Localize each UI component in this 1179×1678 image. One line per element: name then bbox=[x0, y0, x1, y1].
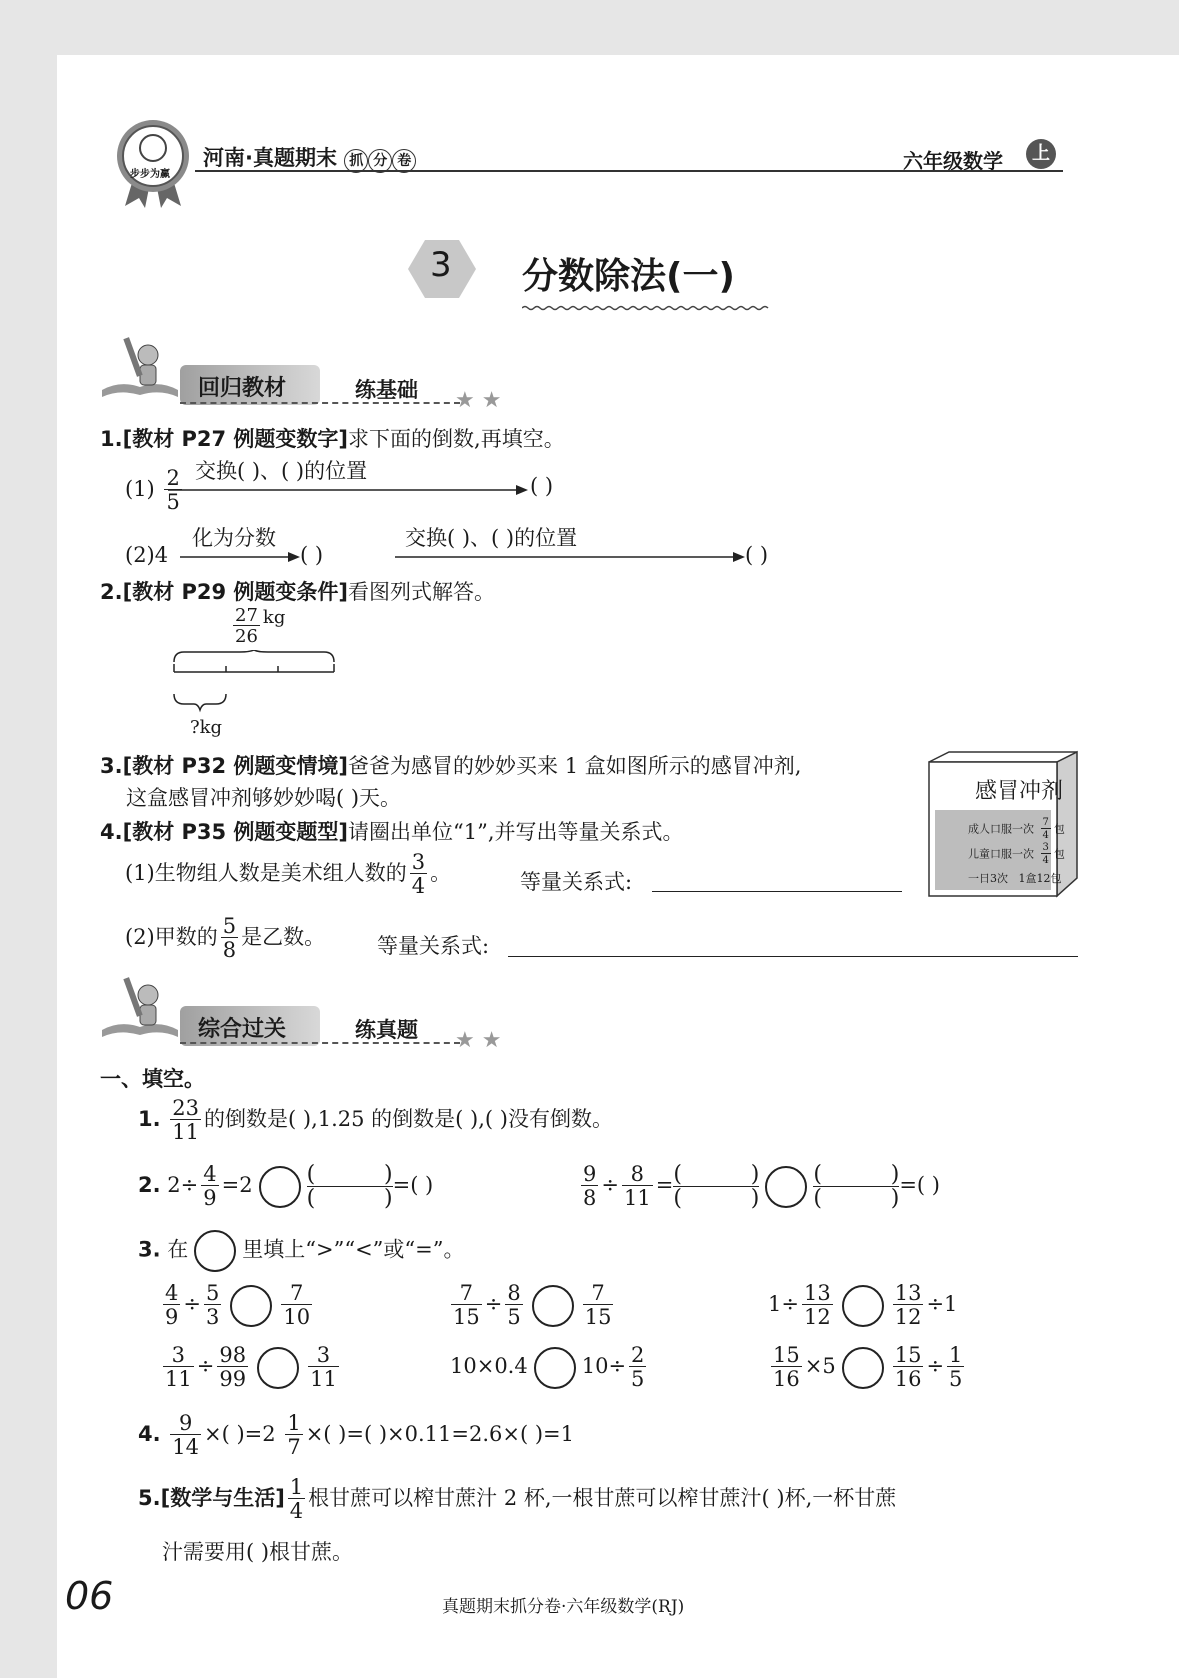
f3-r1-b1 bbox=[451, 1283, 482, 1328]
f3-r2-a3-den: 11 bbox=[310, 1367, 337, 1391]
q3-line2: 这盒感冒冲剂够妙妙喝( )天。 bbox=[126, 786, 402, 810]
medicine-row1 bbox=[968, 818, 1065, 841]
q4-p1-eq-label: 等量关系式: bbox=[520, 870, 633, 894]
f4-line bbox=[138, 1413, 574, 1458]
q1-line bbox=[100, 423, 565, 453]
q1-p1-arrow-label: 交换( )、( )的位置 bbox=[195, 459, 368, 483]
header-title-text: 河南·真题期末 bbox=[203, 146, 337, 170]
f4-t2: ×( )=( )×0.11=2.6×( )=1 bbox=[305, 1422, 574, 1446]
f5-num: 5. bbox=[138, 1486, 161, 1510]
f5-line2: 汁需要用( )根甘蔗。 bbox=[162, 1540, 354, 1564]
f3-r1-a3 bbox=[281, 1283, 312, 1328]
f3-r1-c2-num: 13 bbox=[894, 1281, 922, 1305]
f2-line bbox=[138, 1163, 433, 1210]
f3-r1-b2-den: 5 bbox=[507, 1305, 521, 1329]
f3-r1-a-div: ÷ bbox=[183, 1292, 201, 1316]
q4-part1 bbox=[125, 852, 451, 897]
q2-top-num: 27 bbox=[235, 605, 258, 626]
f3-r2-a1-den: 11 bbox=[165, 1367, 192, 1391]
f2-num: 2. bbox=[138, 1173, 161, 1198]
medal-logo bbox=[113, 118, 193, 208]
f3-r1-b2-num: 8 bbox=[507, 1281, 521, 1305]
medal-text: 步步为赢 bbox=[130, 169, 170, 180]
f3-r2-a-div: ÷ bbox=[196, 1354, 215, 1378]
f3-r1-b-div: ÷ bbox=[484, 1292, 503, 1316]
f3-post: 里填上“>”“<”或“=”。 bbox=[242, 1237, 465, 1262]
f1-text: 的倒数是( ),1.25 的倒数是( ),( )没有倒数。 bbox=[204, 1107, 613, 1131]
f3-r1-b1-den: 15 bbox=[453, 1305, 480, 1329]
f2-b-frac bbox=[201, 1164, 218, 1209]
f2-eq3: = bbox=[655, 1173, 674, 1198]
f3-r2-c-circle[interactable] bbox=[842, 1347, 884, 1389]
f3-num: 3. bbox=[138, 1237, 161, 1262]
f3-r1-a1-num: 4 bbox=[165, 1281, 179, 1305]
section2-mascot-icon bbox=[100, 975, 180, 1045]
q4-tag: [教材 P35 例题变题型] bbox=[122, 820, 349, 844]
header-circle-2: 分 bbox=[368, 149, 392, 173]
f1-a-den: 11 bbox=[172, 1120, 200, 1144]
f3-r1-a1-den: 9 bbox=[165, 1305, 179, 1329]
header-right-badge: 上 bbox=[1026, 139, 1056, 169]
section1-stars: ★ ★ bbox=[455, 388, 502, 413]
q2-top-fraction bbox=[233, 607, 260, 646]
f1-line bbox=[138, 1098, 613, 1143]
f3-r1-b3 bbox=[583, 1283, 614, 1328]
f3-r1-b3-num: 7 bbox=[591, 1281, 605, 1305]
f3-r2-b-circle[interactable] bbox=[534, 1347, 576, 1389]
f2-line-right bbox=[578, 1163, 940, 1210]
f4-b-den: 7 bbox=[287, 1435, 301, 1459]
f3-r1-b3-den: 15 bbox=[584, 1305, 612, 1329]
f3-r1-c1-den: 12 bbox=[803, 1305, 831, 1329]
f3-r2-a2-den: 99 bbox=[219, 1367, 247, 1391]
q1-p1-result: ( ) bbox=[530, 474, 554, 498]
chapter-title-underline bbox=[522, 296, 772, 302]
q1-num: 1. bbox=[100, 427, 123, 451]
q3-tag: [教材 P32 例题变情境] bbox=[122, 754, 349, 778]
medicine-row2-unit: 包 bbox=[1053, 847, 1065, 861]
f3-sample-circle bbox=[194, 1230, 236, 1272]
medicine-row3a: 一日3次 bbox=[968, 872, 1008, 885]
f4-a-frac bbox=[170, 1413, 201, 1458]
f2-bf3-br: ) bbox=[890, 1186, 900, 1212]
f3-r1-c2-den: 12 bbox=[894, 1305, 922, 1329]
f3-r2-b-num: 2 bbox=[631, 1343, 645, 1367]
f3-r2-a3-num: 3 bbox=[316, 1343, 331, 1367]
f3-r1-a2 bbox=[204, 1283, 221, 1328]
medicine-row1-num: 7 bbox=[1042, 817, 1049, 828]
f2-b-num: 4 bbox=[203, 1162, 217, 1187]
f3-r1-c2 bbox=[893, 1283, 924, 1328]
f4-t1: ×( )=2 bbox=[204, 1422, 276, 1446]
f2-blank-fraction-3[interactable] bbox=[813, 1163, 899, 1210]
medicine-row2-den: 4 bbox=[1042, 855, 1049, 866]
q2-num: 2. bbox=[100, 580, 123, 604]
header-rule bbox=[195, 170, 1063, 172]
f2-c-den: 8 bbox=[583, 1186, 597, 1211]
f3-r2-c3-den: 5 bbox=[949, 1367, 963, 1391]
f3-r2-c2-den: 16 bbox=[894, 1367, 922, 1391]
f3-r2-c1-den: 16 bbox=[773, 1367, 800, 1391]
q4-p1-frac bbox=[410, 852, 427, 897]
q2-bottom-label: ?kg bbox=[190, 717, 223, 738]
f2-c-frac bbox=[581, 1164, 598, 1209]
f3-r1-a3-num: 7 bbox=[290, 1281, 304, 1305]
header-left-title bbox=[203, 142, 416, 173]
q4-p1-num: 3 bbox=[411, 850, 426, 874]
f3-r2-b bbox=[450, 1345, 649, 1390]
medicine-row2-label: 儿童口服一次 bbox=[968, 847, 1034, 861]
medicine-row2 bbox=[968, 843, 1065, 866]
medicine-row1-label: 成人口服一次 bbox=[968, 822, 1034, 836]
q2-text: 看图列式解答。 bbox=[348, 580, 496, 604]
f2-b-den: 9 bbox=[203, 1186, 217, 1211]
f2-bf1-tr: ) bbox=[384, 1162, 393, 1187]
q1-p2-result: ( ) bbox=[745, 543, 769, 567]
f3-r2-c3-num: 1 bbox=[949, 1343, 963, 1367]
q1-p2-arrow1 bbox=[180, 548, 300, 560]
f3-r2-b-frac bbox=[629, 1345, 646, 1390]
f3-r2-c-mul: ×5 bbox=[804, 1354, 836, 1378]
f3-r1-a-circle[interactable] bbox=[230, 1285, 272, 1327]
f2-bf3-bl: ( bbox=[813, 1186, 822, 1212]
f3-r1-b2 bbox=[505, 1283, 522, 1328]
f3-r1-a2-den: 3 bbox=[205, 1305, 220, 1329]
f3-r2-c1-num: 15 bbox=[773, 1343, 800, 1367]
q4-p2-frac bbox=[221, 916, 238, 961]
section2-sub: 练真题 bbox=[355, 1018, 418, 1042]
f2-d-num: 8 bbox=[630, 1162, 645, 1187]
q1-text: 求下面的倒数,再填空。 bbox=[348, 427, 565, 451]
medicine-row2-num: 3 bbox=[1042, 842, 1049, 853]
q4-line bbox=[100, 816, 684, 846]
f5-a-den: 4 bbox=[289, 1499, 304, 1523]
section2-dashes bbox=[180, 1042, 460, 1044]
medicine-row1-den: 4 bbox=[1042, 830, 1049, 841]
f4-b-frac bbox=[285, 1413, 302, 1458]
f3-r2-c2 bbox=[893, 1345, 924, 1390]
f3-r1-a3-den: 10 bbox=[283, 1305, 311, 1329]
q1-p1-num: 2 bbox=[166, 466, 180, 490]
footer-page-number: 06 bbox=[65, 1574, 114, 1618]
f2-bf2-br: ) bbox=[750, 1186, 760, 1212]
q1-p1-label: (1) bbox=[125, 477, 155, 501]
q4-p2-num: 5 bbox=[222, 914, 237, 938]
q1-p2-mid: ( ) bbox=[300, 543, 324, 567]
f2-c-num: 9 bbox=[583, 1162, 597, 1187]
section2-tab: 综合过关 bbox=[198, 1017, 287, 1042]
f2-blank-fraction-2[interactable] bbox=[673, 1163, 759, 1210]
f5-tag: [数学与生活] bbox=[160, 1486, 285, 1510]
f3-r1-b-circle[interactable] bbox=[532, 1285, 574, 1327]
f2-eq2: =( ) bbox=[392, 1173, 434, 1198]
f5-line1 bbox=[138, 1477, 896, 1522]
f2-div: ÷ bbox=[601, 1173, 619, 1198]
medicine-row3 bbox=[968, 870, 1062, 886]
section1-dashes bbox=[180, 402, 460, 404]
f3-r1-c bbox=[768, 1283, 957, 1328]
q4-num: 4. bbox=[100, 820, 123, 844]
f3-r2-b-right: 10÷ bbox=[581, 1354, 627, 1378]
f2-eq4: =( ) bbox=[899, 1173, 940, 1198]
part1-heading: 一、填空。 bbox=[100, 1067, 205, 1091]
q2-line bbox=[100, 576, 495, 606]
q4-p1-pre: (1)生物组人数是美术组人数的 bbox=[125, 861, 407, 885]
f3-r1-a2-num: 5 bbox=[205, 1281, 220, 1305]
q1-p2-arrow2-label: 交换( )、( )的位置 bbox=[405, 526, 578, 550]
q4-p2-post: 是乙数。 bbox=[241, 925, 326, 949]
section1-sub: 练基础 bbox=[355, 378, 418, 402]
f3-pre: 在 bbox=[167, 1237, 189, 1262]
q2-diagram bbox=[170, 650, 340, 720]
q4-p1-den: 4 bbox=[411, 874, 426, 898]
f2-bf2-bl: ( bbox=[673, 1186, 682, 1212]
f3-r1-c1-num: 13 bbox=[803, 1281, 831, 1305]
f3-r2-b-left: 10×0.4 bbox=[450, 1354, 528, 1378]
footer-text: 真题期末抓分卷·六年级数学(RJ) bbox=[442, 1597, 685, 1617]
f3-r1-c-pre: 1÷ bbox=[768, 1292, 799, 1316]
medicine-row3b: 1盒12包 bbox=[1018, 872, 1062, 885]
f5-a-frac bbox=[288, 1477, 305, 1522]
f4-b-num: 1 bbox=[287, 1411, 301, 1435]
f3-r2-a2-num: 98 bbox=[219, 1343, 247, 1367]
q2-tag: [教材 P29 例题变条件] bbox=[122, 580, 349, 604]
f3-line bbox=[138, 1230, 464, 1272]
header-right-title: 六年级数学 bbox=[903, 149, 1003, 173]
f3-r1-a1 bbox=[163, 1283, 180, 1328]
q2-top-label bbox=[230, 607, 285, 646]
q4-p1-post: 。 bbox=[430, 861, 452, 885]
header-circle-1: 抓 bbox=[344, 149, 368, 173]
f1-num: 1. bbox=[138, 1107, 161, 1131]
f3-r2-c3 bbox=[947, 1345, 964, 1390]
f2-blank-fraction-1[interactable] bbox=[307, 1163, 393, 1210]
f2-bf3-tr: ) bbox=[890, 1162, 900, 1187]
q4-p1-answer-line[interactable] bbox=[652, 891, 902, 892]
f2-bf3-tl: ( bbox=[813, 1162, 822, 1187]
f2-bf1-br: ) bbox=[384, 1186, 393, 1212]
medicine-row1-frac bbox=[1041, 818, 1051, 841]
q3-line1 bbox=[100, 750, 801, 780]
q4-text: 请圈出单位“1”,并写出等量关系式。 bbox=[348, 820, 684, 844]
q1-p2-arrow1-label: 化为分数 bbox=[192, 526, 276, 550]
f3-r1-b bbox=[448, 1283, 616, 1328]
q2-top-den: 26 bbox=[235, 626, 258, 647]
q3-num: 3. bbox=[100, 754, 123, 778]
q3-text1: 爸爸为感冒的妙妙买来 1 盒如图所示的感冒冲剂, bbox=[348, 754, 802, 778]
f4-a-num: 9 bbox=[178, 1411, 193, 1435]
f2-operator-circle-2[interactable] bbox=[765, 1166, 807, 1208]
q1-p1-den: 5 bbox=[166, 490, 180, 514]
f3-r2-a bbox=[160, 1345, 342, 1390]
q1-p2-arrow2 bbox=[395, 548, 745, 560]
f3-r2-a-circle[interactable] bbox=[257, 1347, 299, 1389]
f3-r2-a1-num: 3 bbox=[171, 1343, 186, 1367]
chapter-number: 3 bbox=[430, 245, 452, 285]
f2-d-den: 11 bbox=[623, 1186, 651, 1211]
f2-bf1-tl: ( bbox=[306, 1162, 316, 1187]
f1-frac bbox=[170, 1098, 201, 1143]
q1-p2-label: (2)4 bbox=[125, 543, 169, 567]
f3-r1-c-post: ÷1 bbox=[926, 1292, 958, 1316]
section1-tab: 回归教材 bbox=[198, 376, 287, 401]
f2-bf2-tl: ( bbox=[673, 1162, 682, 1187]
q1-p1-arrow bbox=[168, 481, 528, 493]
f3-r2-c2-num: 15 bbox=[894, 1343, 922, 1367]
f2-d-frac bbox=[622, 1164, 653, 1209]
f3-r2-a3 bbox=[308, 1345, 339, 1390]
f5-a-num: 1 bbox=[289, 1475, 304, 1499]
medicine-row2-frac bbox=[1041, 843, 1051, 866]
f2-bf1-bl: ( bbox=[306, 1186, 316, 1212]
f3-r2-c1 bbox=[771, 1345, 802, 1390]
f4-a-den: 14 bbox=[172, 1435, 200, 1459]
f2-eq1: =2 bbox=[221, 1173, 253, 1198]
f3-r2-a1 bbox=[163, 1345, 194, 1390]
medicine-row1-unit: 包 bbox=[1053, 822, 1065, 836]
f4-num: 4. bbox=[138, 1422, 161, 1446]
f3-r2-a2 bbox=[217, 1345, 248, 1390]
f3-r1-b1-num: 7 bbox=[459, 1281, 474, 1305]
section2-stars: ★ ★ bbox=[455, 1028, 502, 1053]
q4-p2-pre: (2)甲数的 bbox=[125, 925, 218, 949]
q4-p2-answer-line[interactable] bbox=[508, 956, 1078, 957]
q1-tag: [教材 P27 例题变数字] bbox=[122, 427, 349, 451]
q2-top-unit: kg bbox=[262, 607, 286, 628]
chapter-title: 分数除法(一) bbox=[522, 256, 735, 297]
f3-r1-a bbox=[160, 1283, 315, 1328]
f2-bf2-tr: ) bbox=[750, 1162, 760, 1187]
q4-p2-den: 8 bbox=[222, 938, 237, 962]
f1-a-num: 23 bbox=[172, 1096, 200, 1120]
f5-text1: 根甘蔗可以榨甘蔗汁 2 杯,一根甘蔗可以榨甘蔗汁( )杯,一杯甘蔗 bbox=[308, 1486, 897, 1510]
header-circle-3: 卷 bbox=[392, 149, 416, 173]
f3-r1-c-circle[interactable] bbox=[842, 1285, 884, 1327]
medicine-box-title: 感冒冲剂 bbox=[975, 779, 1064, 804]
f3-r2-b-den: 5 bbox=[631, 1367, 645, 1391]
f3-r1-c1 bbox=[802, 1283, 833, 1328]
section1-mascot-icon bbox=[100, 335, 180, 405]
f3-r2-c bbox=[768, 1345, 967, 1390]
q4-part2 bbox=[125, 916, 325, 961]
f2-a: 2÷ bbox=[167, 1173, 199, 1198]
f3-r2-c-div: ÷ bbox=[926, 1354, 945, 1378]
f2-operator-circle-1[interactable] bbox=[259, 1166, 301, 1208]
q4-p2-eq-label: 等量关系式: bbox=[377, 934, 490, 958]
